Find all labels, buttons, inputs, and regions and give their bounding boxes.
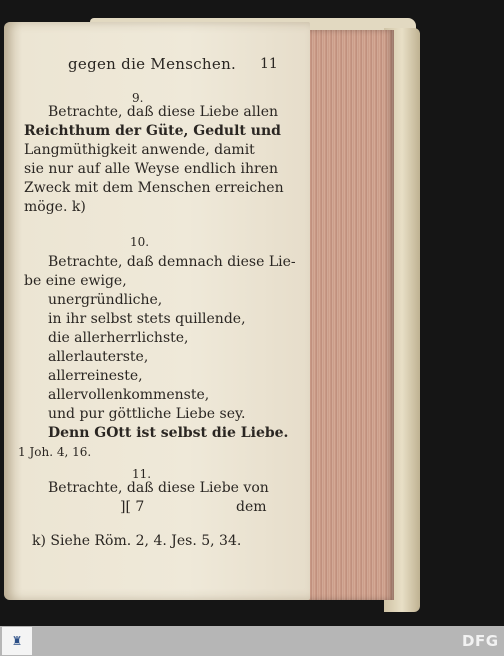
book-page: [4, 22, 310, 600]
text-line: allerreineste,: [48, 368, 143, 384]
page-number: 11: [260, 56, 278, 72]
section-number: 10.: [130, 235, 150, 249]
section-number: 11.: [132, 467, 152, 481]
text-line: und pur göttliche Liebe sey.: [48, 406, 246, 422]
text-line: allervollenkommenste,: [48, 387, 210, 403]
text-line: Zweck mit dem Menschen erreichen: [24, 180, 284, 196]
footnote: k) Siehe Röm. 2, 4. Jes. 5, 34.: [32, 533, 242, 549]
text-line: unergründliche,: [48, 292, 163, 308]
bible-reference: 1 Joh. 4, 16.: [18, 445, 92, 459]
catchword: dem: [236, 499, 267, 515]
text-line: die allerherrlichste,: [48, 330, 189, 346]
text-line: allerlauterste,: [48, 349, 149, 365]
viewer-footer-bar: [0, 626, 504, 656]
dfg-logo: DFG: [462, 632, 499, 650]
text-line: be eine ewige,: [24, 273, 127, 289]
text-line: Betrachte, daß diese Liebe allen: [48, 104, 279, 120]
library-emblem-icon: ♜: [2, 627, 32, 655]
text-line: Betrachte, daß diese Liebe von: [48, 480, 269, 496]
page-edges: [308, 30, 394, 600]
section-number: 9.: [132, 91, 144, 105]
text-line: in ihr selbst stets quillende,: [48, 311, 246, 327]
text-line: Denn GOtt ist selbst die Liebe.: [48, 425, 289, 441]
text-line: möge. k): [24, 199, 86, 215]
signature-mark: ][ 7: [120, 499, 145, 515]
text-line: Reichthum der Güte, Gedult und: [24, 123, 281, 139]
text-line: Betrachte, daß demnach diese Lie-: [48, 254, 296, 270]
running-title: gegen die Menschen.: [68, 55, 237, 73]
text-line: Langmüthigkeit anwende, damit: [24, 142, 255, 158]
text-line: sie nur auf alle Weyse endlich ihren: [24, 161, 278, 177]
